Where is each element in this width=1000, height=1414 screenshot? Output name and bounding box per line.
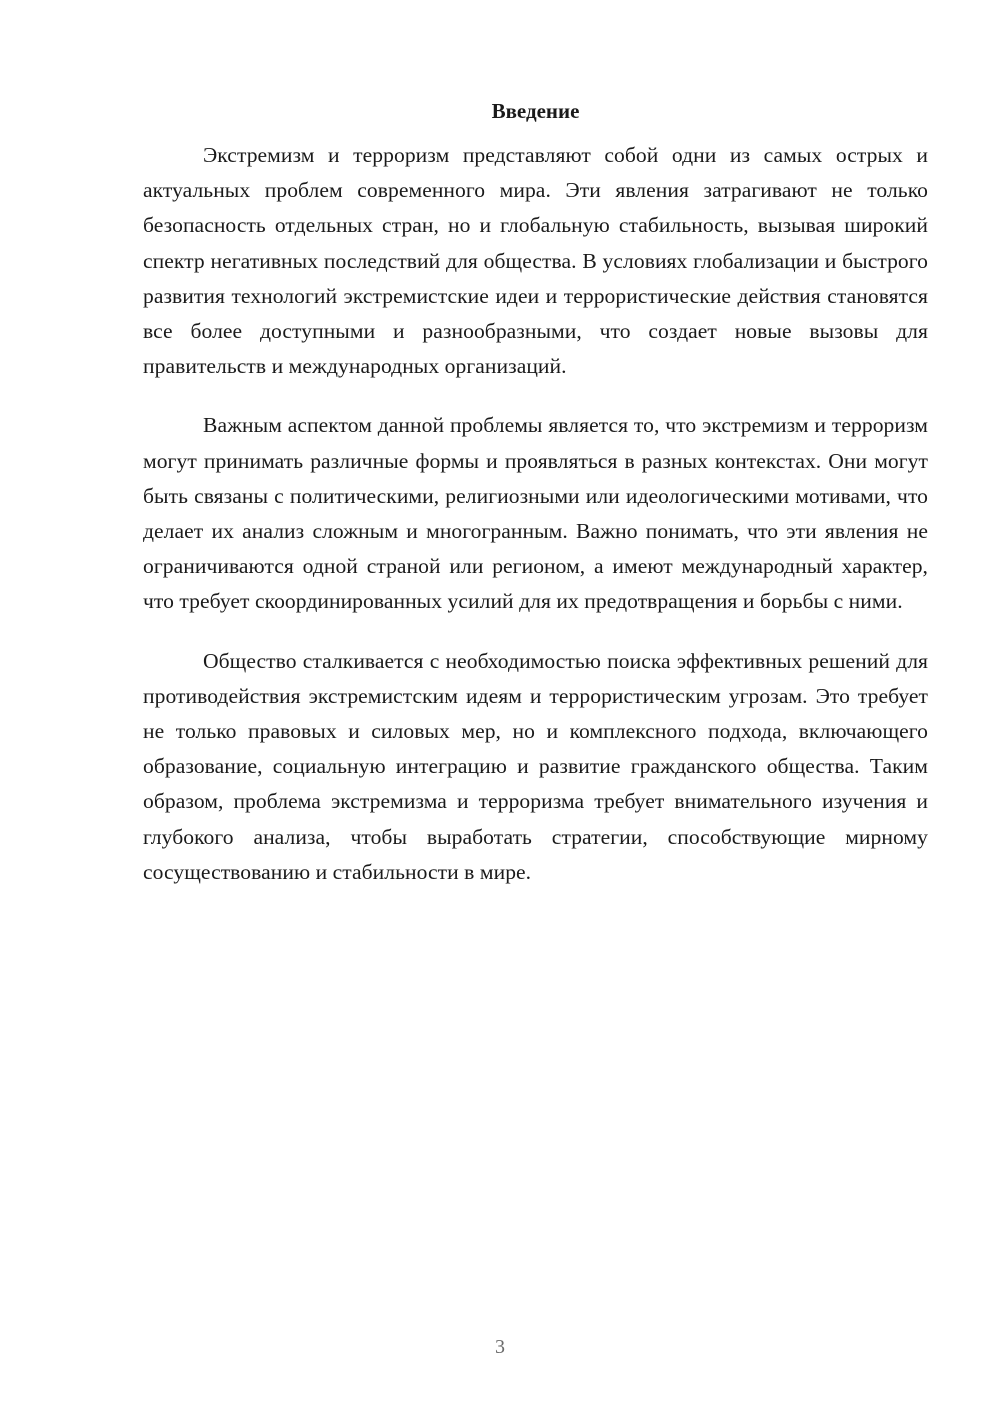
page-content [143,96,928,914]
page-number: 3 [495,1336,505,1358]
paragraph-2: Важным аспектом данной проблемы является то, что экстремизм и терроризм могут принимать различные формы и проявляться в разных контекстах. Они могут быть связаны с политическими, религиозными или идеологическими мотивами, что делает их анализ сложным и многогранным. Важно понимать, что эти явления не ограничиваются одной страной или регионом, а имеют международный характер, что требует скоординированных усилий для их предотвращения и борьбы с ними. [143,413,928,614]
paragraph-3: Общество сталкивается с необходимостью поиска эффективных решений для противодействия экстремистским идеям и террористическим угрозам. Это требует не только правовых и силовых мер, но и комплексного подхода, включающего образование, социальную интеграцию и развитие гражданского общества. Таким образом, проблема экстремизма и терроризма требует внимательного изучения и глубокого анализа, чтобы выработать стратегии, способствующие мирному сосуществованию и стабильности в мире. [143,648,928,884]
paragraph-1: Экстремизм и терроризм представляют собой одни из самых острых и актуальных проблем современного мира. Эти явления затрагивают не только безопасность отдельных стран, но и глобальную стабильность, вызывая широкий спектр негативных последствий для общества. В условиях глобализации и быстрого развития технологий экстремистские идеи и террористические действия становятся все более доступными и разнообразными, что создает новые вызовы для правительств и международных организаций. [143,143,928,379]
page-title: Введение [491,99,580,123]
